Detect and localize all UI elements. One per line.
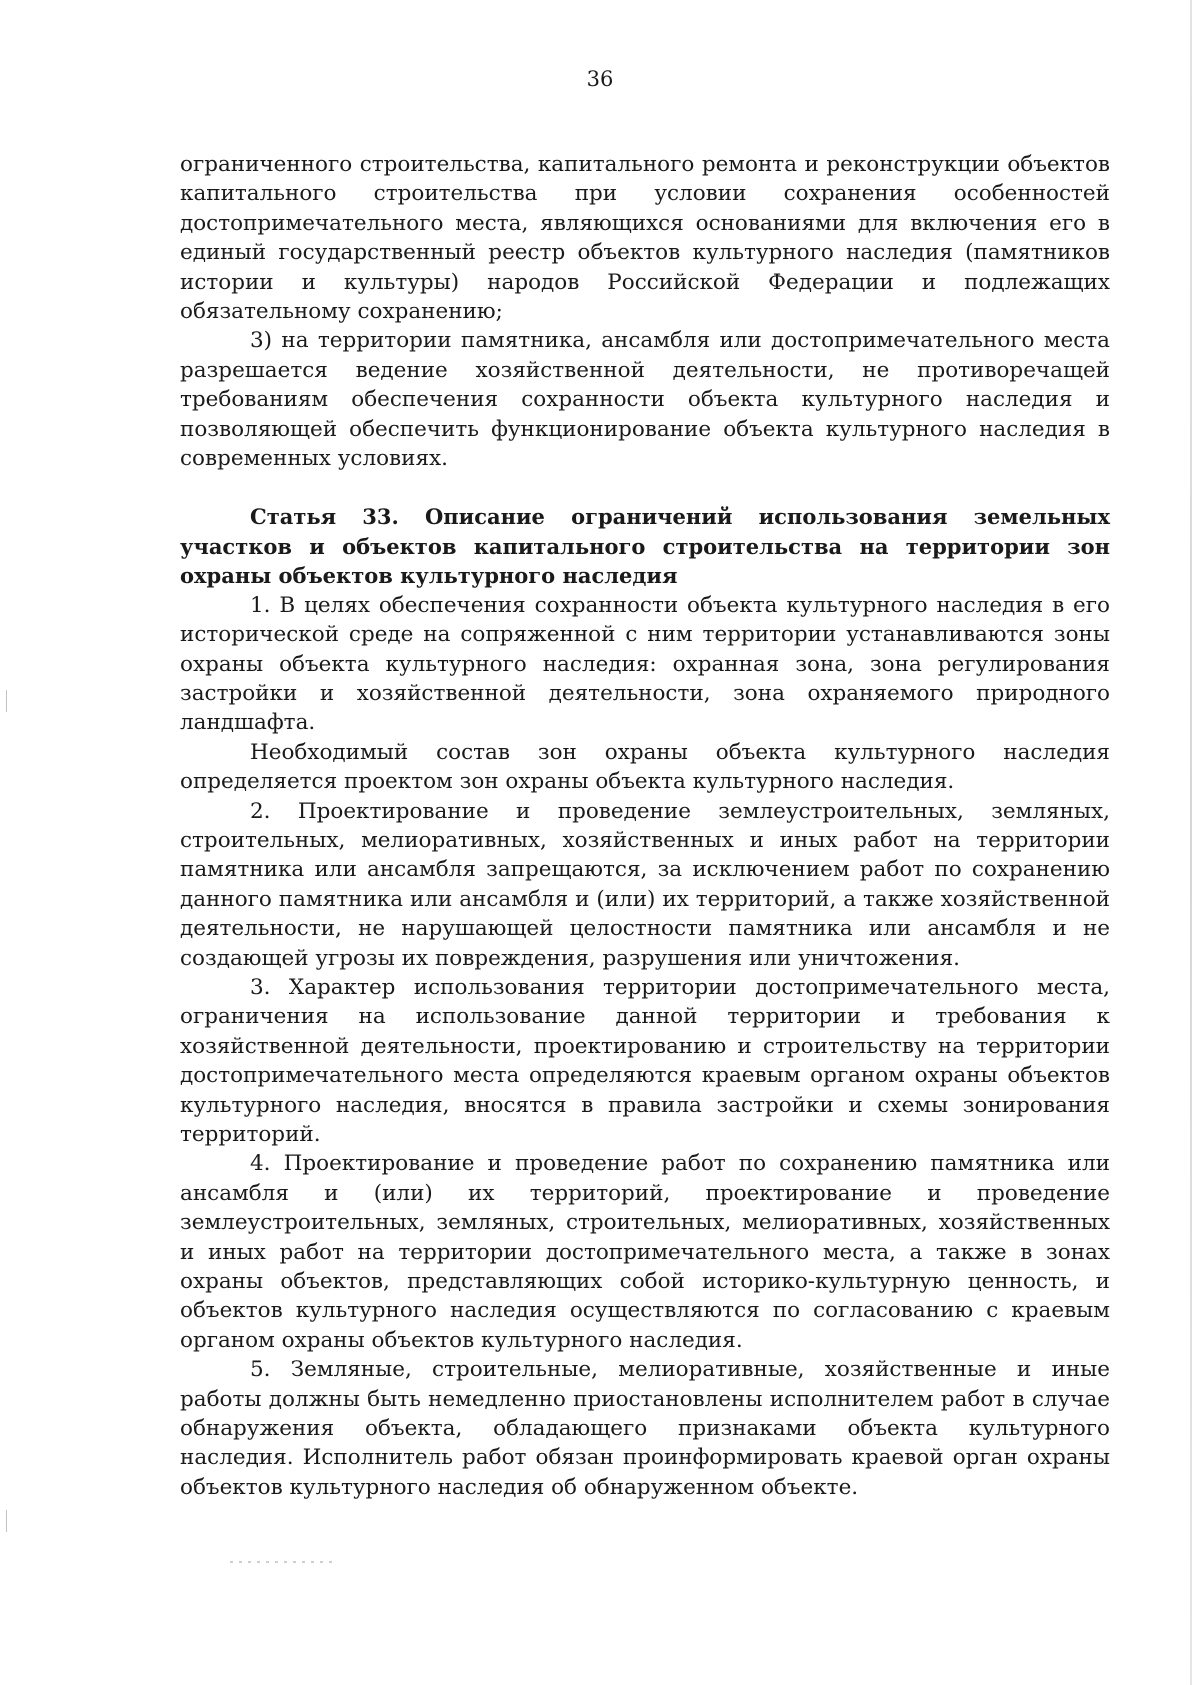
article-paragraph: 3. Характер использования территории достопримечательного места, ограничения на использование данной территории и требования к хозяйственной деятельности, проектированию и строительству на территории достопримечательного места определяются краевым органом охраны объектов культурного наследия, вносятся в правила застройки и схемы зонирования территорий. bbox=[180, 974, 1110, 1147]
article-paragraph: 5. Земляные, строительные, мелиоративные, хозяйственные и иные работы должны быть немедленно приостановлены исполнителем работ в случае обнаружения объекта, обладающего признаками объекта культурного наследия. Исполнитель работ обязан проинформировать краевой орган охраны объектов культурного наследия об обнаруженном объекте. bbox=[180, 1357, 1110, 1500]
article-paragraph: 1. В целях обеспечения сохранности объекта культурного наследия в его исторической среде на сопряженной с ним территории устанавливаются зоны охраны объекта культурного наследия: охранная зона, зона регулирования застройки и хозяйственной деятельности, зона охраняемого природного ландшафта. bbox=[180, 592, 1110, 736]
article-paragraph: 4. Проектирование и проведение работ по сохранению памятника или ансамбля и (или) их территорий, проектирование и проведение землеустроительных, земляных, строительных, мелиоративных, хозяйственных и иных работ на территории достопримечательного места, а также в зонах охраны объектов, представляющих собой историко-культурную ценность, и объектов культурного наследия осуществляются по согласованию с краевым органом охраны объектов культурного наследия. bbox=[180, 1151, 1110, 1353]
article-heading: Статья 33. Описание ограничений использования земельных участков и объектов капитального строительства на территории зон охраны объектов культурного наследия bbox=[180, 504, 1110, 589]
paragraph: 3) на территории памятника, ансамбля или достопримечательного места разрешается ведение хозяйственной деятельности, не противоречащей требованиям обеспечения сохранности объекта культурного наследия и позволяющей обеспечить функционирование объекта культурного наследия в современных условиях. bbox=[180, 328, 1110, 472]
scan-margin-mark bbox=[6, 690, 7, 712]
document-body bbox=[180, 150, 1110, 1502]
scan-edge-line bbox=[1190, 0, 1192, 1685]
article-paragraph: 2. Проектирование и проведение землеустроительных, земляных, строительных, мелиоративных, хозяйственных и иных работ на территории памятника или ансамбля запрещаются, за исключением работ по сохранению данного памятника или ансамбля и (или) их территорий, а также хозяйственной деятельности, не нарушающей целостности памятника или ансамбля и не создающей угрозы их повреждения, разрушения или уничтожения. bbox=[180, 798, 1110, 971]
paragraph: ограниченного строительства, капитального ремонта и реконструкции объектов капитального строительства при условии сохранения особенностей достопримечательного места, являющихся основаниями для включения его в единый государственный реестр объектов культурного наследия (памятников истории и культуры) народов Российской Федерации и подлежащих обязательному сохранению; bbox=[180, 152, 1110, 325]
scan-artifact bbox=[230, 1548, 450, 1564]
article-paragraph: Необходимый состав зон охраны объекта культурного наследия определяется проектом зон охраны объекта культурного наследия. bbox=[180, 739, 1110, 795]
page-number: 36 bbox=[586, 67, 614, 91]
scan-margin-mark bbox=[6, 1510, 7, 1532]
